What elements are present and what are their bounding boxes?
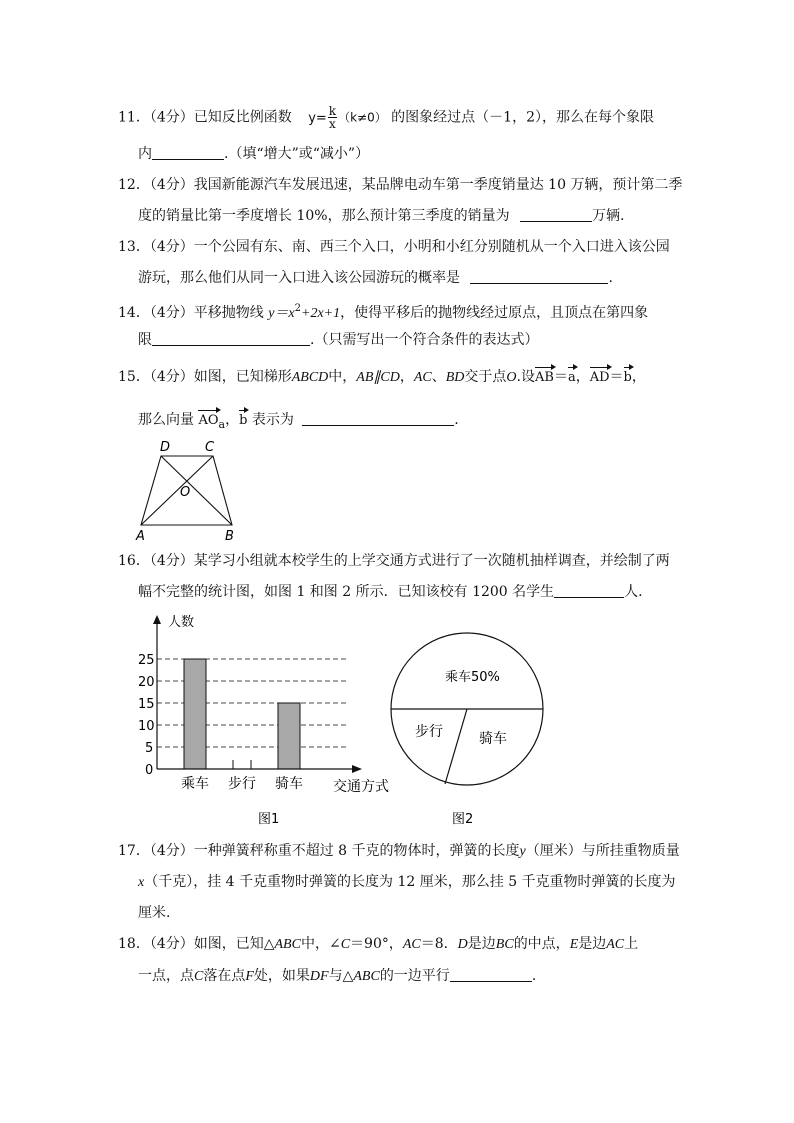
q15-o: O bbox=[506, 370, 517, 385]
ytick-label-10: 10 bbox=[138, 719, 155, 734]
ytick-label-25: 25 bbox=[138, 653, 155, 668]
q17-line2-text: （千克），挂 4 千克重物时弹簧的长度为 12 厘米，那么挂 5 千克重物时弹簧的长度为 bbox=[144, 874, 676, 890]
label-b: B bbox=[225, 529, 234, 544]
q15-text-b: 中， bbox=[328, 369, 357, 385]
q15-eq-a: ＝ bbox=[553, 369, 568, 385]
q11-answer-blank[interactable] bbox=[152, 145, 224, 160]
q16-line2-unit: 人. bbox=[624, 584, 643, 600]
bar-chart-bars bbox=[184, 659, 300, 769]
q15-line2 bbox=[138, 410, 459, 435]
q11-condition: （k≠0） bbox=[338, 110, 387, 125]
q15-sep2: ， bbox=[225, 412, 240, 428]
q17-var-y: y bbox=[519, 844, 526, 859]
q15-comma: ， bbox=[399, 369, 414, 385]
q15-abcd: ABCD bbox=[291, 370, 329, 385]
q15-sep: 、 bbox=[431, 369, 446, 385]
category-label-0: 乘车 bbox=[181, 776, 209, 792]
pie-chart-caption: 图2 bbox=[452, 812, 474, 827]
q13-line1: 13．（4分）一个公园有东、南、西三个入口，小明和小红分别随机从一个入口进入该公园 bbox=[118, 239, 670, 255]
q14-eq-rest: +2x+1 bbox=[301, 306, 341, 321]
q18-line2-text-e: 的一边平行 bbox=[379, 968, 450, 984]
q16-line2 bbox=[138, 582, 643, 602]
q18-ac2: AC bbox=[606, 937, 625, 952]
q15-ac: AC bbox=[413, 370, 432, 385]
q11-y-eq: y= bbox=[308, 110, 327, 126]
q11-frac-den: x bbox=[329, 117, 336, 131]
q16-line2-text: 幅不完整的统计图，如图 1 和图 2 所示．已知该校有 1200 名学生 bbox=[138, 584, 555, 600]
q14-text: 14．（4分）平移抛物线 bbox=[118, 305, 264, 321]
q15-vector-b: b bbox=[624, 368, 632, 388]
q12-answer-blank[interactable] bbox=[520, 207, 592, 222]
q17-line2 bbox=[138, 872, 676, 893]
q13-line2-text: 游玩，那么他们从同一入口进入该公园游玩的概率是 bbox=[138, 270, 460, 286]
q15-ab-parallel-cd: AB∥CD bbox=[356, 370, 400, 385]
q15-text-d: .设 bbox=[516, 369, 535, 385]
q18-line2-text-b: 落在点 bbox=[203, 968, 246, 984]
pie-label-walk: 步行 bbox=[415, 724, 443, 740]
q18-abc: ABC bbox=[274, 937, 301, 952]
q15-vector-b2: b bbox=[239, 411, 247, 431]
category-label-1: 步行 bbox=[228, 776, 256, 792]
q18-bc: BC bbox=[495, 937, 514, 952]
q18-text-f: 的中点， bbox=[513, 936, 570, 952]
q15-sub-a: a bbox=[218, 418, 226, 431]
q17-line3: 厘米. bbox=[138, 905, 171, 921]
q15-vector-ao: AO bbox=[198, 411, 218, 431]
ytick-label-5: 5 bbox=[145, 741, 154, 756]
bar-chart-ylabel: 人数 bbox=[168, 615, 195, 630]
q18-f: F bbox=[245, 969, 254, 984]
q14-line1 bbox=[118, 299, 648, 324]
y-axis-arrow-icon bbox=[153, 615, 161, 624]
q17-text-b: （厘米）与所挂重物质量 bbox=[525, 843, 680, 859]
q11-line2-hint: .（填“增大”或“减小”） bbox=[224, 146, 370, 162]
q16-line1: 16．（4分）某学习小组就本校学生的上学交通方式进行了一次随机抽样调查，并绘制了两 bbox=[118, 553, 670, 569]
q18-abc2: ABC bbox=[353, 969, 380, 984]
q13-line2-end: . bbox=[608, 270, 613, 286]
q18-text: 18．（4分）如图，已知△ bbox=[118, 936, 275, 952]
q17-var-x: x bbox=[138, 875, 145, 890]
x-axis-arrow-icon bbox=[352, 765, 362, 773]
q13-line2 bbox=[138, 268, 613, 288]
pie-divider-radius bbox=[445, 709, 467, 784]
q11-line1 bbox=[118, 105, 654, 130]
q15-line2-text: 那么向量 bbox=[138, 412, 194, 428]
ytick-label-20: 20 bbox=[138, 675, 155, 690]
bar-0 bbox=[184, 659, 206, 769]
q11-text: 11．（4分）已知反比例函数 bbox=[118, 109, 292, 126]
q15-line2-text-b: 表示为 bbox=[251, 412, 294, 428]
bar-chart-xlabel: 交通方式 bbox=[333, 779, 389, 795]
q18-text-b: 中，∠ bbox=[300, 936, 341, 952]
q14-eq-y: y bbox=[268, 306, 275, 321]
diagonal-ac bbox=[141, 456, 213, 525]
q11-frac-num: k bbox=[328, 104, 337, 118]
q15-text: 15．（4分）如图，已知梯形 bbox=[118, 369, 292, 385]
q18-ac: AC bbox=[402, 937, 421, 952]
q15-line2-end: . bbox=[454, 412, 459, 428]
q18-line2 bbox=[138, 966, 536, 987]
ytick-label-15: 15 bbox=[138, 697, 155, 712]
bar-2 bbox=[278, 703, 300, 769]
q18-answer-blank[interactable] bbox=[450, 967, 532, 982]
q12-line2-text: 度的销量比第一季度增长 10%，那么预计第三季度的销量为 bbox=[138, 208, 510, 224]
q13-answer-blank[interactable] bbox=[470, 269, 608, 284]
q14-eq-exponent: 2 bbox=[294, 303, 301, 314]
q14-text-suffix: ，使得平移后的抛物线经过原点，且顶点在第四象 bbox=[340, 305, 649, 321]
q15-vector-a: a bbox=[568, 368, 576, 388]
pie-chart-figure2 bbox=[382, 612, 562, 832]
q14-line2-text: 限 bbox=[138, 332, 152, 348]
bar-chart-yticks bbox=[138, 653, 155, 778]
q18-text-e: 是边 bbox=[467, 936, 496, 952]
q18-line2-text-c: 处，如果 bbox=[253, 968, 310, 984]
q17-line1 bbox=[118, 841, 680, 862]
q18-line2-text: 一点，点 bbox=[138, 968, 194, 984]
label-c: C bbox=[205, 440, 215, 455]
q18-text-g: 是边 bbox=[578, 936, 607, 952]
q11-line2 bbox=[138, 144, 369, 164]
q18-line2-text-d: 与△ bbox=[328, 968, 354, 984]
q18-text-c: ＝90°， bbox=[350, 936, 403, 952]
q15-trapezoid-figure bbox=[128, 436, 248, 546]
q18-line1 bbox=[118, 934, 638, 955]
q18-e: E bbox=[569, 937, 579, 952]
q14-line2-hint: .（只需写出一个符合条件的表达式） bbox=[310, 332, 539, 348]
pie-label-ride: 乘车50% bbox=[445, 670, 500, 685]
q18-text-d: ＝8． bbox=[420, 936, 458, 952]
q18-d: D bbox=[457, 937, 468, 952]
diagonal-bd bbox=[161, 456, 232, 525]
q12-line2-unit: 万辆. bbox=[592, 208, 625, 224]
label-o: O bbox=[180, 485, 191, 500]
q17-text: 17．（4分）一种弹簧秤称重不超过 8 千克的物体时，弹簧的长度 bbox=[118, 843, 520, 859]
q12-line2 bbox=[138, 206, 624, 226]
bar-chart-caption: 图1 bbox=[258, 812, 280, 827]
q15-vector-ab: AB bbox=[535, 368, 554, 388]
q14-line2 bbox=[138, 330, 538, 350]
q12-line1: 12．（4分）我国新能源汽车发展迅速，某品牌电动车第一季度销量达 10 万辆，预计第二季 bbox=[118, 177, 683, 193]
q15-vector-ad: AD bbox=[590, 368, 610, 388]
q15-bd: BD bbox=[445, 370, 465, 385]
bar-chart-figure1 bbox=[130, 612, 402, 832]
label-a: A bbox=[136, 529, 145, 544]
q14-answer-blank[interactable] bbox=[152, 331, 310, 346]
category-label-2: 骑车 bbox=[275, 776, 303, 792]
q15-comma2: ， bbox=[575, 369, 590, 385]
q15-answer-blank[interactable] bbox=[302, 411, 454, 426]
q15-text-c: 交于点 bbox=[464, 369, 507, 385]
q11-line2-text: 内 bbox=[138, 146, 152, 162]
q18-c: C bbox=[340, 937, 351, 952]
q18-line2-end: . bbox=[531, 968, 537, 984]
q14-eq-x: ＝x bbox=[274, 306, 295, 321]
q15-eq-b: ＝ bbox=[609, 369, 624, 385]
q18-text-h: 上 bbox=[624, 936, 639, 952]
label-d: D bbox=[160, 440, 171, 455]
q15-line1 bbox=[118, 367, 646, 388]
pie-label-bike: 骑车 bbox=[479, 731, 507, 747]
bar-chart-categories bbox=[181, 775, 303, 792]
q11-text-suffix: 的图象经过点（－1，2），那么在每个象限 bbox=[391, 109, 654, 126]
q18-df: DF bbox=[309, 969, 329, 984]
ytick-label-0: 0 bbox=[145, 763, 154, 778]
q11-fraction bbox=[328, 105, 337, 130]
q18-c2: C bbox=[194, 969, 204, 984]
q16-answer-blank[interactable] bbox=[554, 583, 624, 598]
q15-comma3: ， bbox=[631, 369, 646, 385]
